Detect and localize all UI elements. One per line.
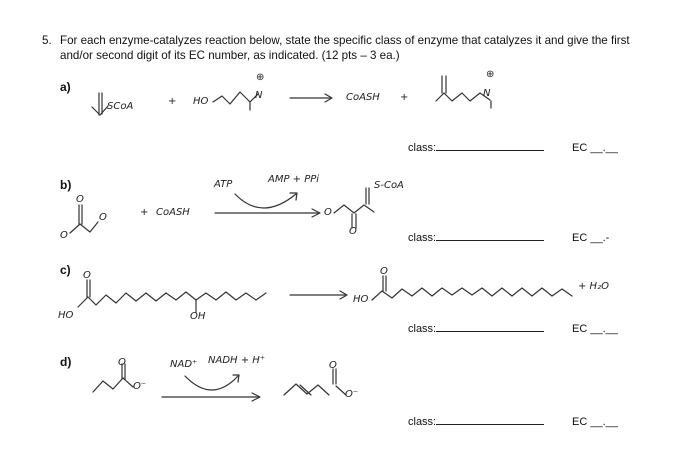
c-oh-label: OH xyxy=(190,311,206,322)
class-label: class: xyxy=(408,323,437,335)
ec-label: EC xyxy=(572,416,588,428)
d-o-minus-right: O⁻ xyxy=(345,389,359,400)
question-line-1: For each enzyme-catalyzes reaction below, state the specific class of enzyme that catalyzes it and give the first xyxy=(60,34,630,47)
b-amp-label: AMP + PPi xyxy=(268,174,320,185)
b-o-top: O xyxy=(76,194,84,205)
class-blank[interactable] xyxy=(436,424,544,425)
question-line-2: and/or second digit of its EC number, as indicated. (12 pts – 3 ea.) xyxy=(60,49,400,62)
a-ho-label: HO xyxy=(193,96,209,107)
b-coash-label: CoASH xyxy=(156,207,190,218)
c-ho-left: HO xyxy=(58,310,74,321)
a-plus-charge-1: ⊕ xyxy=(256,72,265,83)
part-c-class-field[interactable] xyxy=(408,323,544,335)
part-a-label: a) xyxy=(60,80,71,94)
a-n2-label: N xyxy=(483,88,491,99)
b-o-right: O xyxy=(99,212,107,223)
d-o-minus-left: O⁻ xyxy=(133,381,147,392)
part-d-ec-field[interactable] xyxy=(572,416,618,428)
ec-blank[interactable]: __.__ xyxy=(590,142,618,154)
part-c-label: c) xyxy=(60,263,71,277)
b-scoa-label: S-CoA xyxy=(374,180,404,191)
class-label: class: xyxy=(408,416,437,428)
ec-blank[interactable]: __.- xyxy=(590,232,610,244)
class-blank[interactable] xyxy=(436,150,544,151)
ec-label: EC xyxy=(572,232,588,244)
d-nad-label: NAD⁺ xyxy=(170,359,198,370)
ec-label: EC xyxy=(572,142,588,154)
a-plus-1: + xyxy=(168,96,177,107)
b-o-left: O xyxy=(324,207,332,218)
part-d-label: d) xyxy=(60,355,72,369)
c-ho-right: HO xyxy=(353,294,369,305)
c-water-label: + H₂O xyxy=(578,281,609,292)
part-d-class-field[interactable] xyxy=(408,416,544,428)
ec-label: EC xyxy=(572,323,588,335)
ec-blank[interactable]: __.__ xyxy=(590,416,618,428)
b-o-minus: O xyxy=(60,230,68,241)
b-atp-label: ATP xyxy=(214,179,233,190)
class-blank[interactable] xyxy=(436,331,544,332)
part-b-class-field[interactable] xyxy=(408,232,544,244)
part-a-class-field[interactable] xyxy=(408,142,544,154)
ec-blank[interactable]: __.__ xyxy=(590,323,618,335)
part-a-ec-field[interactable] xyxy=(572,142,618,154)
b-plus: + xyxy=(140,207,149,218)
b-o-bottom: O xyxy=(349,226,357,237)
d-o-top-left: O xyxy=(118,357,126,368)
a-n-label: N xyxy=(255,90,263,101)
part-b-label: b) xyxy=(60,178,72,192)
c-o-right: O xyxy=(380,266,388,277)
a-plus-charge-2: ⊕ xyxy=(486,69,495,80)
c-o-left: O xyxy=(83,270,91,281)
a-plus-2: + xyxy=(400,92,409,103)
a-coash-label: CoASH xyxy=(346,92,380,103)
d-o-top-right: O xyxy=(329,360,337,371)
a-scoa-label: SCoA xyxy=(107,101,134,112)
class-blank[interactable] xyxy=(436,240,544,241)
class-label: class: xyxy=(408,142,437,154)
question-number: 5. xyxy=(42,34,52,47)
part-c-ec-field[interactable] xyxy=(572,323,618,335)
part-b-ec-field[interactable] xyxy=(572,232,609,244)
class-label: class: xyxy=(408,232,437,244)
d-nadh-label: NADH + H⁺ xyxy=(208,355,266,366)
